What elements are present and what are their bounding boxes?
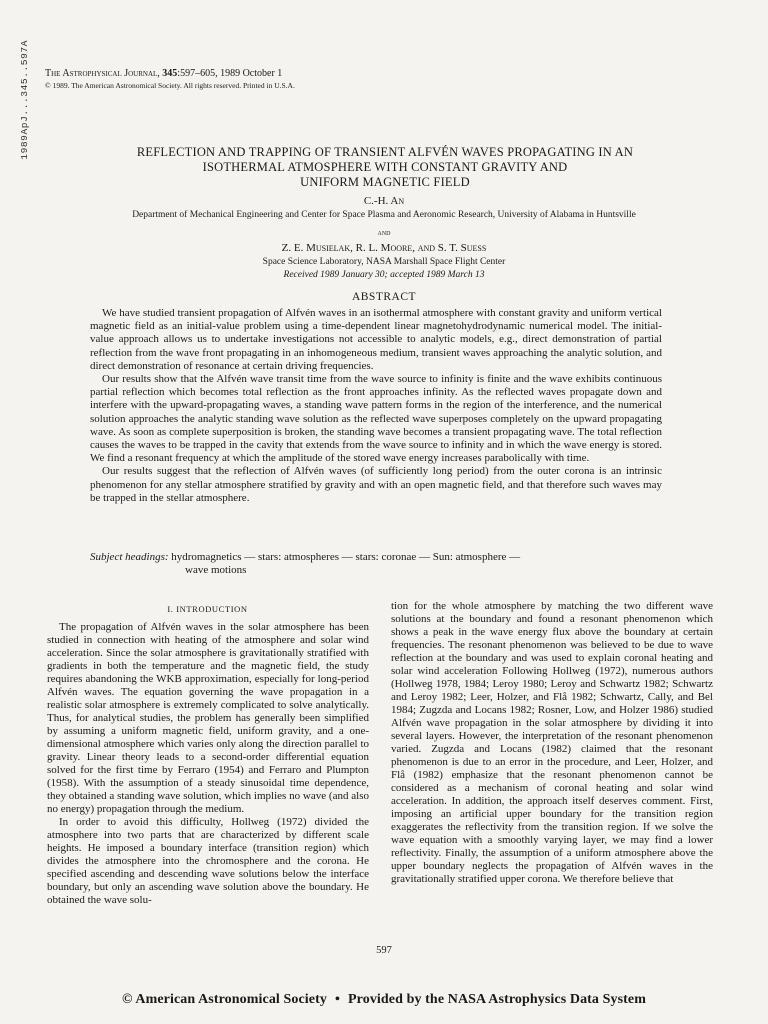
- body-paragraph: tion for the whole atmosphere by matching the two different wave solutions at the boundary and found a resonant phenomenon which shows a peak in the wave energy flux above the boundary at certain frequencies. The resonant phenomenon was believed to be due to wave reflection at the boundary and was used to explain coronal heating and solar wind acceleration Following Hollweg (1972), numerous authors (Hollweg 1978, 1984; Leroy 1980; Leroy and Schwartz 1982; Schwartz and Leroy 1982; Leer, Holzer, and Flå 1982; Schwartz, Cally, and Bel 1984; Zugzda and Locans 1982; Rosner, Low, and Holzer 1986) studied Alfvén wave propagation in the solar atmosphere by dividing it into several layers. However, the interpretation of the resonant phenomenon varied. Zugzda and Locans (1982) claimed that the resonant phenomenon is due to an error in the procedure, and Leer, Holzer, and Flå (1982) emphasize that the resonant phenomenon cannot be considered as a mechanism of coronal heating and solar wind acceleration. In addition, the approach itself deserves comment. First, imposing an artificial upper boundary for the transition region exaggerates the reflectivity from the transition region. If we solve the wave equation with a smoothly varying layer, we may find a lower reflectivity. Finally, the assumption of a uniform atmosphere above the upper boundary neglects the propagation of Alfvén waves in the gravitationally stratified upper corona. We therefore believe that: [391, 600, 713, 885]
- journal-name: The Astrophysical Journal,: [45, 68, 160, 79]
- paper-title: [90, 145, 680, 190]
- journal-volume: 345: [162, 68, 178, 79]
- subject-line: [90, 551, 662, 564]
- title-line: ISOTHERMAL ATMOSPHERE WITH CONSTANT GRAVITY AND: [202, 160, 568, 174]
- title-line: UNIFORM MAGNETIC FIELD: [300, 175, 470, 189]
- section-heading: I. INTRODUCTION: [167, 604, 248, 614]
- right-column: [391, 600, 713, 886]
- abstract-paragraph: We have studied transient propagation of Alfvén waves in an isothermal atmosphere with constant gravity and uniform vertical magnetic field as an initial-value problem using a time-dependent linear magnetohydrodynamic numerical model. The initial-value approach allows us to undertake investigations not accessible to analytic models, e.g., direct demonstration of partial reflection from the wave front propagating in an inhomogeneous medium, transient waves approaching the analytic solution, and direct demonstration of resonance at certain driving frequencies.: [90, 307, 662, 372]
- footer-provider: Provided by the NASA Astrophysics Data System: [348, 992, 647, 1007]
- abstract-body: [90, 307, 662, 505]
- abstract-paragraph: Our results show that the Alfvén wave transit time from the wave source to infinity is finite and the wave exhibits continuous partial reflection which becomes total reflection as the front approaches infinity. As the reflected waves propagate down and interfere with the upward-propagating waves, a standing wave pattern forms in the region of the interference, and the numerical solution approaches the analytic standing wave solution as the reflected wave superposes completely on the upward propagating wave. As soon as complete superposition is broken, the standing wave becomes a transient propagating wave. The total reflection causes the waves to be trapped in the cavity that extends from the wave source to infinity and in which the wave energy is stored. We find a resonant frequency at which the amplitude of the stored wave energy increases parabolically with time.: [90, 373, 662, 465]
- subject-headings: [90, 551, 662, 577]
- subject-label: Subject headings:: [90, 551, 169, 563]
- abstract-heading: ABSTRACT: [351, 291, 417, 303]
- ads-footer: [0, 992, 768, 1008]
- left-column: [47, 621, 369, 907]
- footer-separator: •: [334, 992, 340, 1007]
- subject-terms: hydromagnetics — stars: atmospheres — stars: coronae — Sun: atmosphere —: [171, 551, 521, 563]
- subject-terms-continued: wave motions: [185, 564, 247, 576]
- body-paragraph: In order to avoid this difficulty, Hollweg (1972) divided the atmosphere into two parts that are characterized by different scale heights. He imposed a boundary interface (transition region) which divides the atmosphere into the chromosphere and the corona. He specified ascending and descending wave solutions below the interface boundary, but only an ascending wave solution above the boundary. He obtained the wave solu-: [47, 816, 369, 906]
- abstract-paragraph: Our results suggest that the reflection of Alfvén waves (of sufficiently long period) from the outer corona is an intrinsic phenomenon for any stellar atmosphere stratified by gravity and with an open magnetic field, and that therefore such waves may be trapped in the stellar atmosphere.: [90, 465, 662, 504]
- title-line: REFLECTION AND TRAPPING OF TRANSIENT ALFVÉN WAVES PROPAGATING IN AN: [136, 145, 634, 159]
- bibcode-side-label: 1989ApJ...345..597A: [19, 40, 30, 160]
- journal-header: [45, 68, 295, 92]
- journal-pages-date: :597–605, 1989 October 1: [177, 68, 283, 79]
- body-paragraph: The propagation of Alfvén waves in the solar atmosphere has been studied in connection with heating of the atmosphere and solar wind acceleration. Since the solar atmosphere is gravitationally stratified with gradients in both the temperature and the magnetic field, the study requires abandoning the WKB approximation, especially for long-period Alfvén waves. The equation governing the wave propagation in a realistic solar atmosphere is extremely complicated to solve analytically. Thus, for analytical studies, the problem has generally been simplified by assuming a uniform magnetic field, uniform gravity, and a one-dimensional atmosphere which varies only along the direction parallel to gravity. Linear theory leads to a second-order differential equation solved for the first time by Ferraro (1954) and Ferraro and Plumpton (1958). With the assumption of a steady sinusoidal time dependence, they obtained a standing wave solution, which implies no wave (and also no energy) propagation through the medium.: [47, 621, 369, 815]
- footer-copyright: © American Astronomical Society: [121, 992, 327, 1007]
- received-dates: Received 1989 January 30; accepted 1989 March 13: [283, 270, 485, 280]
- copyright-line: © 1989. The American Astronomical Society. All rights reserved. Printed in U.S.A.: [45, 81, 295, 90]
- first-affiliation: Department of Mechanical Engineering and Center for Space Plasma and Aeronomic Research, University of Alabama in Huntsville: [132, 210, 636, 220]
- co-authors: Z. E. Musielak, R. L. Moore, and S. T. Suess: [281, 242, 487, 254]
- second-affiliation: Space Science Laboratory, NASA Marshall Space Flight Center: [262, 257, 506, 267]
- page-number: 597: [376, 945, 392, 956]
- and-separator: and: [377, 227, 391, 237]
- journal-citation: [45, 68, 295, 80]
- first-author: C.-H. An: [363, 195, 405, 207]
